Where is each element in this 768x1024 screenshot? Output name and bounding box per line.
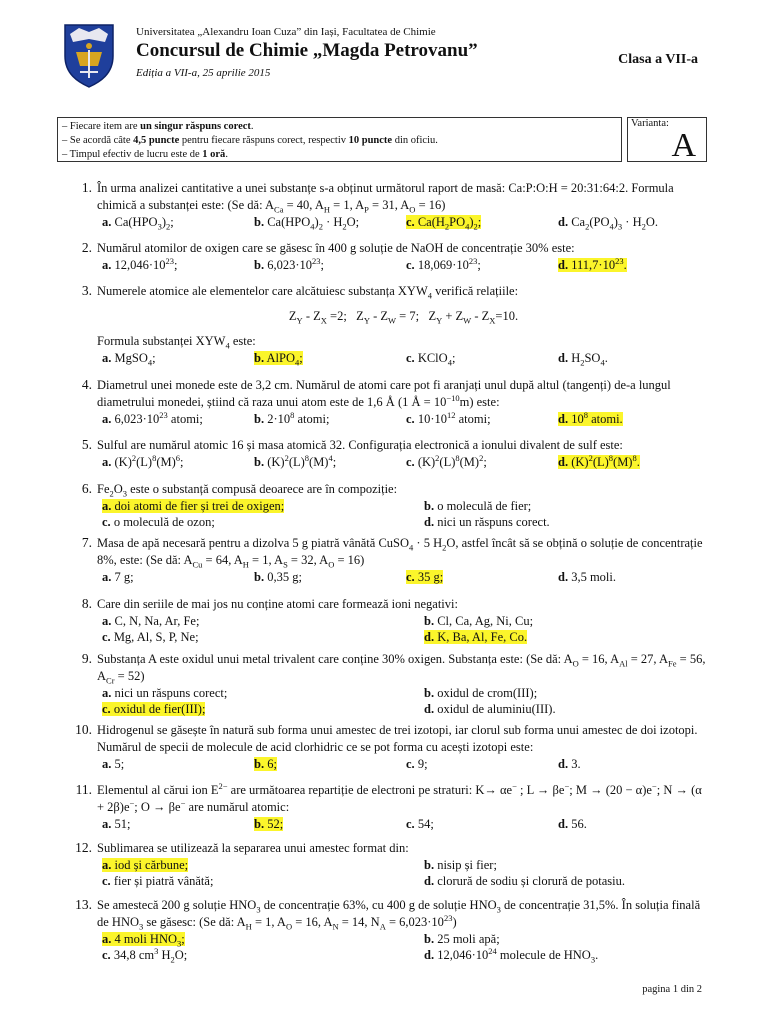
question-1	[70, 180, 710, 231]
answer-option-b[interactable]: b. o moleculă de fier;	[424, 499, 532, 513]
answer-option-b[interactable]: b. $2\cdot 10^8$ atomi;	[254, 409, 330, 426]
answer-option-d[interactable]: d. 3.	[558, 757, 581, 771]
question-number: 3.	[81, 283, 92, 298]
answer-options	[102, 214, 710, 231]
correct-answer-highlight: d. K, Ba, Al, Fe, Co.	[424, 630, 528, 644]
question-number: 9.	[81, 651, 92, 666]
question-number: 1.	[81, 180, 92, 195]
answer-option-b[interactable]: b. $6,023\cdot 10^{23}$;	[254, 255, 324, 272]
answer-options	[102, 454, 710, 471]
answer-option-a[interactable]: a. MgSO$_4$;	[102, 351, 156, 368]
correct-answer-highlight: b. AlPO$_4$;	[254, 351, 303, 368]
answer-options	[102, 816, 710, 833]
question-text: Numărul atomilor de oxigen care se găsesc în 400 g soluție de NaOH de concentrație 30% este:	[97, 241, 575, 255]
answer-option-d[interactable]: d. clorură de sodiu și clorură de potasiu.	[424, 874, 625, 888]
answer-option-b[interactable]: b. $(K)^2(L)^8(M)^4$;	[254, 452, 337, 469]
correct-answer-highlight: c. oxidul de fier(III);	[102, 702, 206, 716]
answer-option-c[interactable]	[102, 701, 424, 717]
question-number: 8.	[81, 596, 92, 611]
question-number: 7.	[81, 535, 92, 550]
answer-options	[102, 498, 710, 530]
answer-option-d[interactable]	[558, 411, 710, 428]
answer-option-d[interactable]: d. oxidul de aluminiu(III).	[424, 702, 556, 716]
answer-options	[102, 350, 710, 367]
answer-option-d[interactable]: d. $12,046\cdot 10^{24}$ molecule de $HNO_3$.	[424, 945, 599, 965]
question-13	[70, 897, 710, 963]
rule-3-text: – Timpul efectiv de lucru este de 1 oră.	[62, 149, 228, 160]
rule-3	[62, 148, 617, 162]
answer-option-a[interactable]: a. C, N, Na, Ar, Fe;	[102, 614, 200, 628]
answer-option-b[interactable]: b. 25 moli apă;	[424, 932, 500, 946]
question-4	[70, 377, 710, 428]
answer-option-b[interactable]: b. $Ca(HPO_4)_2 \cdot H_2O$;	[254, 215, 360, 232]
question-text: $Fe_2O_3$ este o substanță compusă deoarece are în compoziție:	[97, 482, 398, 499]
answer-option-d[interactable]	[558, 454, 710, 471]
answer-options	[102, 931, 710, 963]
answer-option-b[interactable]: b. oxidul de crom(III);	[424, 686, 538, 700]
answer-option-c[interactable]: c. $10\cdot 10^{12}$ atomi;	[406, 409, 491, 426]
answer-option-a[interactable]: a. $(K)^2(L)^8(M)^6$;	[102, 452, 184, 469]
class-label: Clasa a VII-a	[618, 52, 698, 67]
rule-1	[62, 120, 617, 134]
question-text: Substanța A este oxidul unui metal trivalent care conține 30% oxigen. Substanța este: (Se dă: $A_O = 16$, $A_{Al} = 27$, $A_{Fe} = 56$, $A_{Cr} = 52$)	[97, 652, 706, 686]
answer-option-c[interactable]: c. 34,8 $cm^3$ $H_2O$;	[102, 945, 188, 965]
answer-options	[102, 685, 710, 717]
answer-option-a[interactable]: a. $Ca(HPO_3)_2$;	[102, 215, 174, 232]
answer-option-a[interactable]: a. 5;	[102, 757, 125, 771]
question-text: Se amestecă 200 g soluție $HNO_3$ de concentrație 63%, cu 400 g de soluție $HNO_3$ de concentrație 31,5%. În soluția finală de $HNO_3$ se găsesc: (Se dă: $A_H = 1$, $A_O = 16$, $A_N = 14$, $N_A = 6,023\cdot 10^{23}$)	[97, 898, 701, 932]
answer-option-d[interactable]: d. $Ca_2(PO_4)_3 \cdot H_2O$.	[558, 215, 659, 232]
edition-date: Ediția a VII-a, 25 aprilie 2015	[136, 67, 271, 79]
answer-options	[102, 857, 710, 889]
question-number: 10.	[75, 722, 92, 737]
answer-option-c[interactable]: c. o moleculă de ozon;	[102, 515, 215, 529]
answer-option-b[interactable]: b. Cl, Ca, Ag, Ni, Cu;	[424, 614, 534, 628]
answer-option-c[interactable]: c. fier și piatră vânătă;	[102, 874, 214, 888]
variant-label: Varianta:	[631, 118, 669, 129]
answer-options	[102, 257, 710, 274]
answer-option-c[interactable]	[406, 569, 558, 586]
question-12	[70, 840, 710, 889]
question-text: Care din seriile de mai jos nu conține atomi care formează ioni negativi:	[97, 597, 458, 611]
answer-option-c[interactable]: c. 54;	[406, 817, 434, 831]
answer-option-c[interactable]: c. Mg, Al, S, P, Ne;	[102, 630, 199, 644]
answer-option-b[interactable]	[254, 816, 406, 833]
question-number: 6.	[81, 481, 92, 496]
question-5	[70, 437, 710, 471]
correct-answer-highlight: a. 4 moli $HNO_3$;	[102, 932, 185, 949]
question-text-continued: Formula substanței $XYW_4$ este:	[97, 334, 256, 351]
answer-option-b[interactable]: b. nisip și fier;	[424, 858, 497, 872]
answer-option-b[interactable]: b. 0,35 g;	[254, 570, 302, 584]
answer-option-c[interactable]: c. 9;	[406, 757, 428, 771]
question-number: 5.	[81, 437, 92, 452]
page-number: pagina 1 din 2	[642, 984, 702, 995]
question-number: 12.	[75, 840, 92, 855]
correct-answer-highlight: a. iod și cărbune;	[102, 858, 189, 872]
answer-option-a[interactable]: a. 7 g;	[102, 570, 134, 584]
question-text: Elementul al cărui ion $E^{2-}$ are următoarea repartiție de electroni pe straturi: K→ αe− ; L → βe−; M → (20 − α)e−; N → (α + 2β)e−; O → βe− are numărul atomic:	[97, 780, 702, 814]
answer-option-d[interactable]: d. nici un răspuns corect.	[424, 515, 550, 529]
question-number: 2.	[81, 240, 92, 255]
answer-option-a[interactable]	[102, 498, 424, 514]
answer-option-a[interactable]	[102, 857, 424, 873]
rules-box	[57, 117, 622, 162]
correct-answer-highlight: c. $Ca(H_2PO_4)_2$;	[406, 215, 482, 232]
answer-option-d[interactable]: d. 56.	[558, 817, 587, 831]
question-number: 4.	[81, 377, 92, 392]
correct-answer-highlight: d. $(K)^2(L)^8(M)^8$.	[558, 452, 640, 469]
rule-1-text: – Fiecare item are un singur răspuns corect.	[62, 121, 254, 132]
answer-option-a[interactable]: a. 51;	[102, 817, 131, 831]
university-crest-logo	[62, 22, 116, 88]
question-number: 11.	[75, 782, 92, 797]
answer-option-d[interactable]	[558, 257, 710, 274]
answer-options	[102, 411, 710, 428]
answer-option-a[interactable]	[102, 931, 424, 947]
answer-option-c[interactable]: c. $18,069\cdot 10^{23}$;	[406, 255, 481, 272]
rule-2-text: – Se acordă câte 4,5 puncte pentru fiecare răspuns corect, respectiv 10 puncte din oficiu.	[62, 135, 438, 146]
question-7	[70, 535, 710, 586]
correct-answer-highlight: c. 35 g;	[406, 570, 444, 584]
question-8	[70, 596, 710, 645]
question-3	[70, 283, 710, 367]
question-text: Diametrul unei monede este de 3,2 cm. Numărul de atomi care pot fi aranjați unul după altul (tangenți) de-a lungul diametrului monedei, știind că raza unui atom este de 1,6 Å (1 Å = $10^{-10}m$) este:	[97, 378, 671, 409]
answer-option-b[interactable]	[254, 756, 406, 773]
rule-2	[62, 134, 617, 148]
question-11	[70, 782, 710, 833]
answer-options	[102, 569, 710, 586]
answer-option-d[interactable]: d. 3,5 moli.	[558, 570, 616, 584]
question-text: Hidrogenul se găsește în natură sub forma unui amestec de trei izotopi, iar clorul sub forma unui amestec de doi izotopi. Numărul de specii de molecule de acid clorhidric ce se pot forma cu acești izotopi este:	[97, 723, 698, 754]
correct-answer-highlight: b. 52;	[254, 817, 284, 831]
question-equation: $Z_Y - Z_X =2$; $Z_Y - Z_W = 7$; $Z_Y + Z_W - Z_X=10$.	[288, 309, 519, 326]
answer-option-a[interactable]: a. $12,046\cdot 10^{23}$;	[102, 255, 178, 272]
university-name: Universitatea „Alexandru Ioan Cuza” din Iași, Facultatea de Chimie	[136, 26, 436, 38]
question-text: Sublimarea se utilizează la separarea unui amestec format din:	[97, 841, 409, 855]
question-9	[70, 651, 710, 717]
variant-value: A	[671, 127, 696, 164]
question-text: În urma analizei cantitative a unei substanțe s-a obținut următorul raport de masă: Ca:P:O:H = 20:31:64:2. Formula chimică a substanței este: (Se dă: $A_{Ca} = 40$, $A_H = 1$, $A_P = 31$, $A_O = 16$)	[97, 181, 674, 215]
correct-answer-highlight: b. 6;	[254, 757, 277, 771]
answer-option-d[interactable]: d. $H_2SO_4$.	[558, 351, 608, 368]
answer-option-c[interactable]: c. KClO$_4$;	[406, 351, 456, 368]
question-2	[70, 240, 710, 274]
question-text: Sulful are numărul atomic 16 și masa atomică 32. Configurația electronică a ionului divalent de sulf este:	[97, 438, 623, 452]
question-text: Numerele atomice ale elementelor care alcătuiesc substanța $XYW_4$ verifică relațiile:	[97, 284, 519, 301]
answer-option-c[interactable]	[406, 214, 558, 231]
question-6	[70, 481, 710, 530]
answer-option-c[interactable]: c. $(K)^2(L)^8(M)^2$;	[406, 452, 487, 469]
question-text: Masa de apă necesară pentru a dizolva 5 g piatră vânătă CuSO$_4$ · 5 $H_2O$, astfel încât să se obțină o soluție de concentrație 8%, este: (Se dă: $A_{Cu} = 64$, $A_H = 1$, $A_S = 32$, $A_O = 16$)	[97, 536, 703, 570]
answer-option-a[interactable]: a. nici un răspuns corect;	[102, 686, 228, 700]
answer-option-b[interactable]	[254, 350, 406, 367]
answer-options	[102, 756, 710, 773]
correct-answer-highlight: d. $10^8$ atomi.	[558, 409, 623, 426]
answer-options	[102, 613, 710, 645]
question-10	[70, 722, 710, 773]
answer-option-a[interactable]: a. $6,023\cdot 10^{23}$ atomi;	[102, 409, 203, 426]
question-number: 13.	[75, 897, 92, 912]
contest-title: Concursul de Chimie „Magda Petrovanu”	[136, 40, 478, 61]
variant-box	[627, 117, 707, 162]
correct-answer-highlight: d. $111,7\cdot 10^{23}$.	[558, 255, 627, 272]
correct-answer-highlight: a. doi atomi de fier și trei de oxigen;	[102, 499, 285, 513]
answer-option-d[interactable]	[424, 629, 746, 645]
